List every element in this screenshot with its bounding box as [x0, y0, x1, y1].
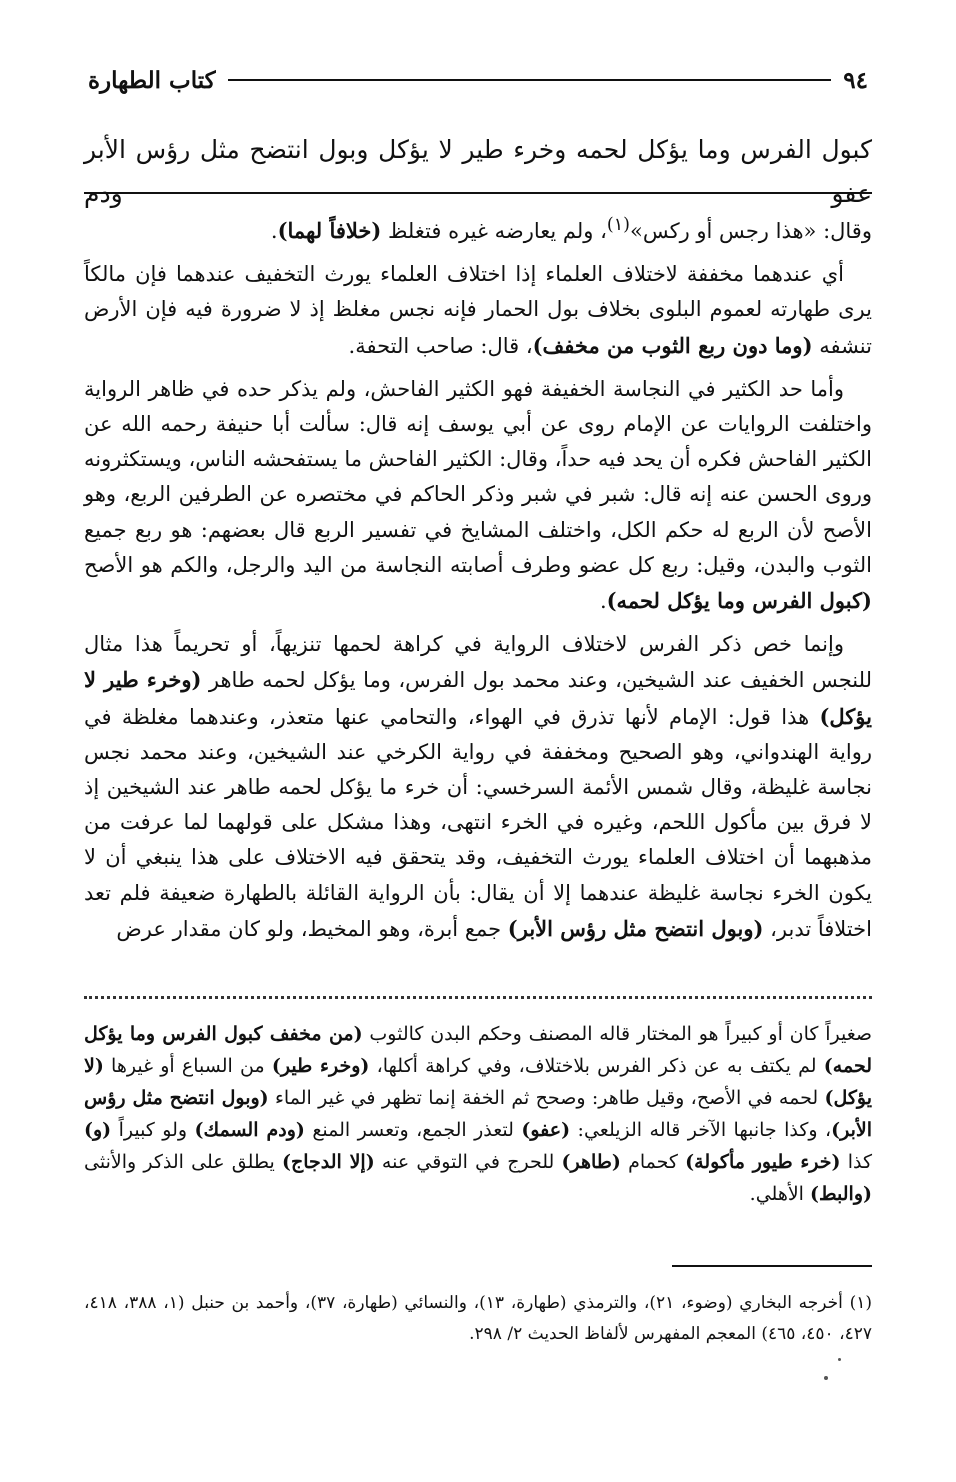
matn-divider — [84, 192, 872, 194]
header-rule — [228, 79, 832, 81]
matn-quote: (خلافاً لهما) — [277, 218, 382, 243]
commentary-paragraph-2: أي عندهما مخففة لاختلاف العلماء إذا اختلاف العلماء يورث التخفيف عندهما فإن مالكاً يرى طهارته لعموم البلوى بخلاف بول الحمار فإنه نجس مغلظ إذ لا ضرورة فيه فإن الأرض تنشفه (وما دون ربع الثوب من مخفف)، قال: صاحب التحفة. — [84, 262, 872, 358]
footnote-1: (١) أخرجه البخاري (وضوء، ٢١)، والترمذي (طهارة، ١٣)، والنسائي (طهارة، ٣٧)، وأحمد بن حنبل (١، ٣٨٨، ٤١٨، ٤٢٧، ٤٥٠، ٤٦٥) المعجم المفهرس لألفاظ الحديث ٢/ ٢٩٨. — [84, 1293, 873, 1344]
commentary-body — [84, 208, 872, 955]
matn-text: كبول الفرس وما يؤكل لحمه وخرء طير لا يؤكل وبول انتضح مثل رؤس الأبر عفو ودم — [84, 135, 872, 208]
margin-commentary: صغيراً كان أو كبيراً هو المختار قاله المصنف وحكم البدن كالثوب (من مخفف كبول الفرس وما يؤكل لحمه) لم يكتف به عن ذكر الفرس بلاختلاف، وفي كراهة أكلها، (وخرء طير) من السباع أو غيرها (لا يؤكل) لحمه في الأصح، وقيل طاهر: وصحح ثم الخفة إنما تظهر في غير الماء (وبول انتضح مثل رؤس الأبر)، وكذا جانبها الآخر قاله الزيلعي: (عفو) لتعذر الجمع، وتعسر المنع (ودم السمك) ولو كبيراً (و) كذا (خرء طيور مأكولة) كحمام (طاهر) للحرج في التوقي عنه (إلا الدجاج) يطلق على الذكر والأنثى (والبط) الأهلي. — [84, 1023, 872, 1205]
dotted-separator — [84, 996, 872, 1005]
commentary-paragraph-1: وقال: «هذا رجس أو ركس»$^{(١)}$، ولم يعارضه غيره فتغلظ (خلافاً لهما). — [270, 215, 872, 243]
scan-speck — [824, 1376, 828, 1380]
matn-quote: (وخرء طير لا يؤكل) — [84, 667, 872, 729]
scan-speck — [838, 1358, 841, 1361]
matn-quote: (وما دون ربع الثوب من مخفف) — [532, 332, 813, 358]
chapter-title: كتاب الطهارة — [88, 66, 216, 94]
footnote-rule — [672, 1265, 872, 1267]
matn-quote: (كبول الفرس وما يؤكل لحمه) — [606, 588, 872, 614]
page-number: ٩٤ — [843, 66, 868, 94]
commentary-paragraph-3: وأما حد الكثير في النجاسة الخفيفة فهو الكثير الفاحش، ولم يذكر حده في ظاهر الرواية واختلفت الروايات عن الإمام روى عن أبي يوسف إنه قال: سألت أبا حنيفة رحمه الله عن الكثير الفاحش فكره أن يحد فيه حداً، وقال: الكثير الفاحش ما يستفحشه الناس، ويستكثرونه وروى الحسن عنه إنه قال: شبر في شبر وذكر الحاكم في مختصره عن الطرفين الربع، وهو الأصح لأن الربع له حكم الكل، واختلف المشايخ في تفسير الربع قال بعضهم: هو ربع جميع الثوب والبدن، وقيل: ربع كل عضو وطرف أصابته النجاسة من اليد والرجل، والكم هو الأصح (كبول الفرس وما يؤكل لحمه). — [84, 376, 872, 614]
footnote-ref[interactable]: (١) — [606, 215, 630, 235]
commentary-paragraph-4: وإنما خص ذكر الفرس لاختلاف الرواية في كراهة لحمها تنزيهاً، أو تحريماً هذا مثال للنجس الخفيف عند الشيخين، وعند محمد بول الفرس، وما يؤكل لحمه طاهر (وخرء طير لا يؤكل) هذا قول: الإمام لأنها تذرق في الهواء، والتحامي عنها متعذر، وعندهما مغلظة في رواية الهندواني، وهو الصحيح ومخففة في رواية الكرخي عند الشيخين، وعند محمد نجس نجاسة غليظة، وقال شمس الأئمة السرخسي: أن خرء ما يؤكل لحمه طاهر عند الشيخين إذ لا فرق بين مأكول اللحم، وغيره في الخرء انتهى، وهذا مشكل على قولهما لما عرفت من مذهبهما أن اختلاف العلماء يورث التخفيف، وقد يتحقق فيه الاختلاف على هذا ينبغي أن لا يكون الخرء نجاسة غليظة عندهما إلا أن يقال: بأن الرواية القائلة بالطهارة ضعيفة فلم تعد اختلافاً تدبر، (وبول انتضح مثل رؤس الأبر) جمع أبرة، وهو المخيط، ولو كان مقدار عرض — [84, 632, 872, 941]
footnotes — [84, 1288, 872, 1350]
page-header — [88, 62, 868, 98]
matn-quote: (وبول انتضح مثل رؤس الأبر) — [507, 915, 764, 941]
